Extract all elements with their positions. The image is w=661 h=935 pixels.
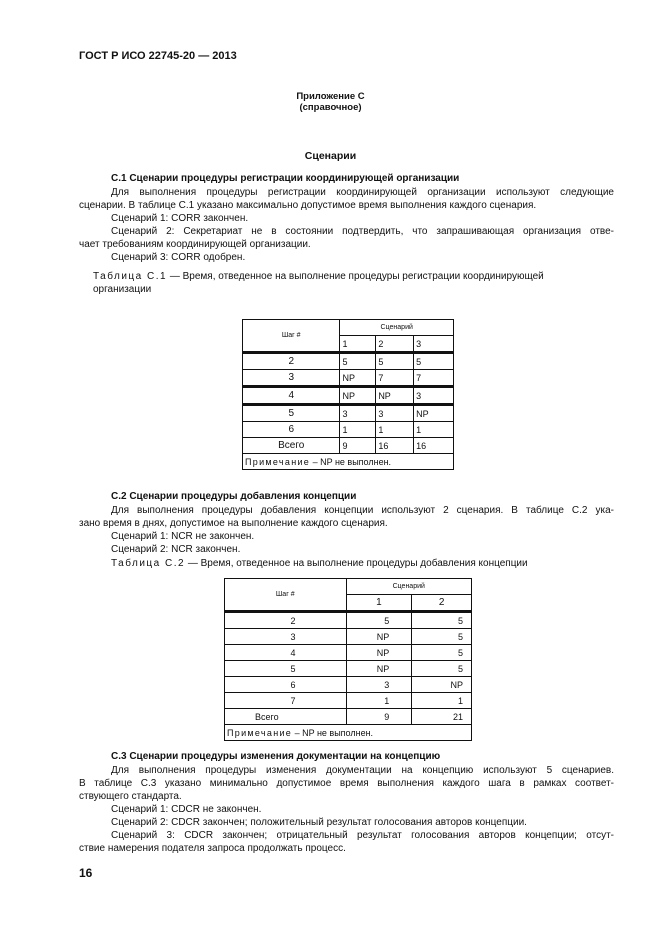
c2-table-note xyxy=(225,725,472,741)
c2-value-cell: 5 xyxy=(412,612,472,629)
c2-step-cell: 5 xyxy=(225,661,347,677)
c1-heading: С.1 Сценарии процедуры регистрации координирующей организации xyxy=(111,173,460,184)
c1-table-note xyxy=(243,454,454,470)
c1-scenario-2-line1: Сценарий 2: Секретариат не в состоянии подтвердить, что запрашивающая организация отве- xyxy=(111,226,614,237)
c2-value-cell: 3 xyxy=(346,677,412,693)
c3-paragraph-line2: В таблице С.3 указано минимально допустимое время выполнения каждого шага в рамках соответ- xyxy=(79,778,614,789)
c1-value-cell: 7 xyxy=(376,370,414,387)
c1-scenario-number: 3 xyxy=(414,336,454,353)
c2-value-cell: 1 xyxy=(346,693,412,709)
c3-scenario-2: Сценарий 2: CDCR закончен; положительный результат голосования авторов концепции. xyxy=(111,817,527,828)
c2-step-cell: 6 xyxy=(225,677,347,693)
c1-scenario-number: 1 xyxy=(340,336,376,353)
c3-paragraph-line1: Для выполнения процедуры изменения документации на концепцию используют 5 сценариев. xyxy=(111,765,614,776)
c2-value-cell: 1 xyxy=(412,693,472,709)
table-row xyxy=(225,612,472,629)
c1-value-cell: 1 xyxy=(340,422,376,438)
c1-value-cell: 7 xyxy=(414,370,454,387)
c2-total-cell: Всего xyxy=(225,709,347,725)
appendix-title: Приложение С xyxy=(296,91,365,102)
c2-scenario-2: Сценарий 2: NCR закончен. xyxy=(111,544,241,555)
c2-table-caption-label: Таблица С.2 xyxy=(111,558,186,569)
c1-value-cell: NP xyxy=(340,370,376,387)
c2-note-label: Примечание xyxy=(227,727,293,738)
c3-scenario-3-line1: Сценарий 3: CDCR закончен; отрицательный результат голосования авторов концепции; отсут- xyxy=(111,830,614,841)
c1-value-cell: NP xyxy=(340,387,376,405)
c1-value-cell: 16 xyxy=(414,438,454,454)
table-row xyxy=(243,422,454,438)
c1-value-cell: 1 xyxy=(414,422,454,438)
table-row xyxy=(225,629,472,645)
c2-value-cell: NP xyxy=(412,677,472,693)
c1-value-cell: 5 xyxy=(414,353,454,370)
table-row xyxy=(243,387,454,405)
table-row xyxy=(225,677,472,693)
c1-note-text: – NP не выполнен. xyxy=(310,456,392,467)
c1-table-caption-text: — Время, отведенное на выполнение процедуры регистрации координирующей xyxy=(167,271,544,282)
c2-note-text: – NP не выполнен. xyxy=(292,727,374,738)
c2-value-cell: 21 xyxy=(412,709,472,725)
table-row xyxy=(225,693,472,709)
c1-paragraph-line1: Для выполнения процедуры регистрации координирующей организации используют следующие xyxy=(111,187,614,198)
c1-step-cell: 2 xyxy=(243,353,340,370)
c2-value-cell: 5 xyxy=(412,645,472,661)
c1-step-cell: 4 xyxy=(243,387,340,405)
c2-step-cell: 4 xyxy=(225,645,347,661)
c1-value-cell: 3 xyxy=(376,405,414,422)
c3-scenario-1: Сценарий 1: CDCR не закончен. xyxy=(111,804,262,815)
c1-note-label: Примечание xyxy=(245,456,311,467)
c2-scenario-number: 1 xyxy=(346,595,412,612)
c2-value-cell: 5 xyxy=(412,661,472,677)
table-row xyxy=(243,370,454,387)
table-row xyxy=(225,661,472,677)
c1-value-cell: NP xyxy=(376,387,414,405)
c2-paragraph-line2: зано время в днях, допустимое на выполнение каждого сценария. xyxy=(79,518,388,529)
c1-scenario-2-line2: чает требованиям координирующей организации. xyxy=(79,239,311,250)
c2-scenario-number: 2 xyxy=(412,595,472,612)
c1-table-caption xyxy=(93,270,544,283)
c2-step-header: Шаг # xyxy=(225,579,347,612)
c3-scenario-3-line2: ствие намерения подателя запроса продолжать процесс. xyxy=(79,843,346,854)
c2-step-cell: 7 xyxy=(225,693,347,709)
c2-value-cell: NP xyxy=(346,629,412,645)
table-note-row xyxy=(225,725,472,741)
table-row xyxy=(243,405,454,422)
c1-value-cell: 5 xyxy=(340,353,376,370)
c1-value-cell: 16 xyxy=(376,438,414,454)
table-c2 xyxy=(224,578,472,741)
c1-scenario-number: 2 xyxy=(376,336,414,353)
c3-heading: С.3 Сценарии процедуры изменения документации на концепцию xyxy=(111,751,441,762)
section-title: Сценарии xyxy=(304,150,357,162)
table-row xyxy=(225,709,472,725)
c1-table-caption-label: Таблица С.1 xyxy=(93,271,168,282)
c1-total-cell: Всего xyxy=(243,438,340,454)
c1-step-cell: 6 xyxy=(243,422,340,438)
c1-table-caption-line2: организации xyxy=(93,284,152,295)
c2-heading: С.2 Сценарии процедуры добавления концепции xyxy=(111,491,357,502)
c1-paragraph-line2: сценарии. В таблице С.1 указано максимально допустимое время выполнения каждого сценария. xyxy=(79,200,537,211)
c2-table-caption xyxy=(111,557,528,570)
c2-scenarios-header: Сценарий xyxy=(346,579,472,595)
c2-paragraph-line1: Для выполнения процедуры добавления концепции используют 2 сценария. В таблице С.2 ука- xyxy=(111,505,614,516)
c3-paragraph-line3: ствующего стандарта. xyxy=(79,791,182,802)
c2-value-cell: NP xyxy=(346,661,412,677)
document-header: ГОСТ Р ИСО 22745-20 — 2013 xyxy=(79,50,237,62)
page-number: 16 xyxy=(79,866,93,880)
c1-value-cell: NP xyxy=(414,405,454,422)
c2-value-cell: NP xyxy=(346,645,412,661)
table-row xyxy=(243,438,454,454)
c2-value-cell: 5 xyxy=(412,629,472,645)
c1-value-cell: 9 xyxy=(340,438,376,454)
table-note-row xyxy=(243,454,454,470)
c1-step-header: Шаг # xyxy=(243,320,340,353)
c2-value-cell: 5 xyxy=(346,612,412,629)
c1-value-cell: 1 xyxy=(376,422,414,438)
c2-value-cell: 9 xyxy=(346,709,412,725)
c1-scenarios-header: Сценарий xyxy=(340,320,454,336)
c2-step-cell: 2 xyxy=(225,612,347,629)
c1-scenario-3: Сценарий 3: CORR одобрен. xyxy=(111,252,246,263)
c1-value-cell: 3 xyxy=(340,405,376,422)
appendix-subtitle: (справочное) xyxy=(299,102,362,113)
c2-step-cell: 3 xyxy=(225,629,347,645)
c1-step-cell: 3 xyxy=(243,370,340,387)
c1-value-cell: 5 xyxy=(376,353,414,370)
table-row xyxy=(225,645,472,661)
c1-scenario-1: Сценарий 1: CORR закончен. xyxy=(111,213,249,224)
c1-value-cell: 3 xyxy=(414,387,454,405)
c2-scenario-1: Сценарий 1: NCR не закончен. xyxy=(111,531,255,542)
c1-step-cell: 5 xyxy=(243,405,340,422)
table-row xyxy=(243,353,454,370)
table-c1 xyxy=(242,319,454,470)
c2-table-caption-text: — Время, отведенное на выполнение процедуры добавления концепции xyxy=(185,558,528,569)
